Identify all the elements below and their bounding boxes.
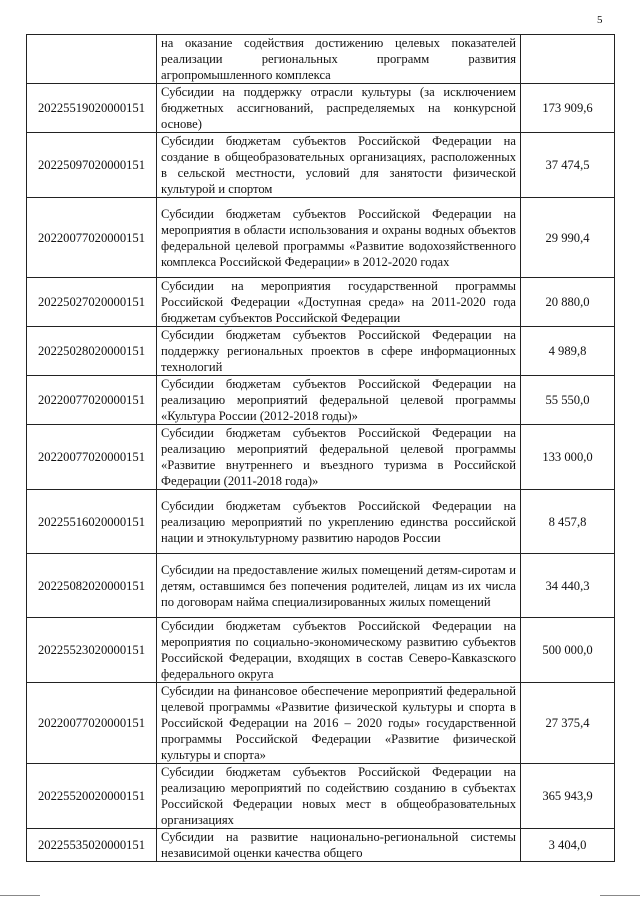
- budget-code-cell: 20225523020000151: [27, 618, 157, 683]
- scan-artifact-line: [600, 895, 640, 896]
- budget-code-cell: 20225516020000151: [27, 490, 157, 554]
- subsidies-table: [26, 34, 615, 862]
- table-row: [27, 133, 615, 198]
- table-row: [27, 764, 615, 829]
- description-cell: Субсидии на поддержку отрасли культуры (за исключением бюджетных ассигнований, распределяемых на конкурсной основе): [157, 84, 521, 133]
- table-row: [27, 376, 615, 425]
- budget-code-cell: 20225519020000151: [27, 84, 157, 133]
- amount-cell: [521, 35, 615, 84]
- table-row: [27, 327, 615, 376]
- scan-artifact-line: [0, 895, 40, 896]
- description-cell: Субсидии бюджетам субъектов Российской Федерации на реализацию мероприятий федеральной целевой программы «Развитие внутреннего и въездного туризма в Российской Федерации (2011-2018 года)»: [157, 425, 521, 490]
- description-cell: Субсидии на финансовое обеспечение мероприятий федеральной целевой программы «Развитие физической культуры и спорта в Российской Федерации на 2016 – 2020 годы» государственной программы Российской Федерации «Развитие физической культуры и спорта»: [157, 683, 521, 764]
- table-row: [27, 618, 615, 683]
- amount-cell: 29 990,4: [521, 198, 615, 278]
- amount-cell: 55 550,0: [521, 376, 615, 425]
- description-cell: на оказание содействия достижению целевых показателей реализации региональных программ развития агропромышленного комплекса: [157, 35, 521, 84]
- table-row: [27, 84, 615, 133]
- amount-cell: 365 943,9: [521, 764, 615, 829]
- table-row: [27, 198, 615, 278]
- budget-code-cell: 20225028020000151: [27, 327, 157, 376]
- table-row: [27, 278, 615, 327]
- table-row: [27, 35, 615, 84]
- amount-cell: 34 440,3: [521, 554, 615, 618]
- budget-code-cell: 20220077020000151: [27, 198, 157, 278]
- amount-cell: 133 000,0: [521, 425, 615, 490]
- amount-cell: 3 404,0: [521, 829, 615, 862]
- budget-code-cell: 20220077020000151: [27, 376, 157, 425]
- amount-cell: 27 375,4: [521, 683, 615, 764]
- budget-code-cell: 20220077020000151: [27, 683, 157, 764]
- budget-code-cell: 20225520020000151: [27, 764, 157, 829]
- amount-cell: 20 880,0: [521, 278, 615, 327]
- description-cell: Субсидии бюджетам субъектов Российской Федерации на мероприятия в области использования и охраны водных объектов федеральной целевой программы «Развитие водохозяйственного комплекса Российской Федерации» в 2012-2020 годах: [157, 198, 521, 278]
- description-cell: Субсидии бюджетам субъектов Российской Федерации на реализацию мероприятий федеральной целевой программы «Культура России (2012-2018 годы)»: [157, 376, 521, 425]
- description-cell: Субсидии бюджетам субъектов Российской Федерации на поддержку региональных проектов в сфере информационных технологий: [157, 327, 521, 376]
- amount-cell: 8 457,8: [521, 490, 615, 554]
- table-row: [27, 425, 615, 490]
- table-row: [27, 554, 615, 618]
- budget-code-cell: 20220077020000151: [27, 425, 157, 490]
- amount-cell: 500 000,0: [521, 618, 615, 683]
- description-cell: Субсидии бюджетам субъектов Российской Федерации на реализацию мероприятий по укреплению единства российской нации и этнокультурному развитию народов России: [157, 490, 521, 554]
- description-cell: Субсидии на предоставление жилых помещений детям-сиротам и детям, оставшимся без попечения родителей, лицам из их числа по договорам найма специализированных жилых помещений: [157, 554, 521, 618]
- budget-code-cell: 20225535020000151: [27, 829, 157, 862]
- table-row: [27, 829, 615, 862]
- table-body: [27, 35, 615, 862]
- budget-code-cell: [27, 35, 157, 84]
- page-number: 5: [597, 14, 603, 26]
- description-cell: Субсидии бюджетам субъектов Российской Федерации на реализацию мероприятий по содействию созданию в субъектах Российской Федерации новых мест в общеобразовательных организациях: [157, 764, 521, 829]
- budget-code-cell: 20225097020000151: [27, 133, 157, 198]
- description-cell: Субсидии на мероприятия государственной программы Российской Федерации «Доступная среда» на 2011-2020 года бюджетам субъектов Российской Федерации: [157, 278, 521, 327]
- amount-cell: 4 989,8: [521, 327, 615, 376]
- budget-code-cell: 20225027020000151: [27, 278, 157, 327]
- table-row: [27, 683, 615, 764]
- description-cell: Субсидии бюджетам субъектов Российской Федерации на мероприятия по социально-экономическому развитию субъектов Российской Федерации, входящих в состав Северо-Кавказского федерального округа: [157, 618, 521, 683]
- budget-code-cell: 20225082020000151: [27, 554, 157, 618]
- table-row: [27, 490, 615, 554]
- amount-cell: 173 909,6: [521, 84, 615, 133]
- description-cell: Субсидии бюджетам субъектов Российской Федерации на создание в общеобразовательных организациях, расположенных в сельской местности, условий для занятости физической культурой и спортом: [157, 133, 521, 198]
- amount-cell: 37 474,5: [521, 133, 615, 198]
- description-cell: Субсидии на развитие национально-региональной системы независимой оценки качества общего: [157, 829, 521, 862]
